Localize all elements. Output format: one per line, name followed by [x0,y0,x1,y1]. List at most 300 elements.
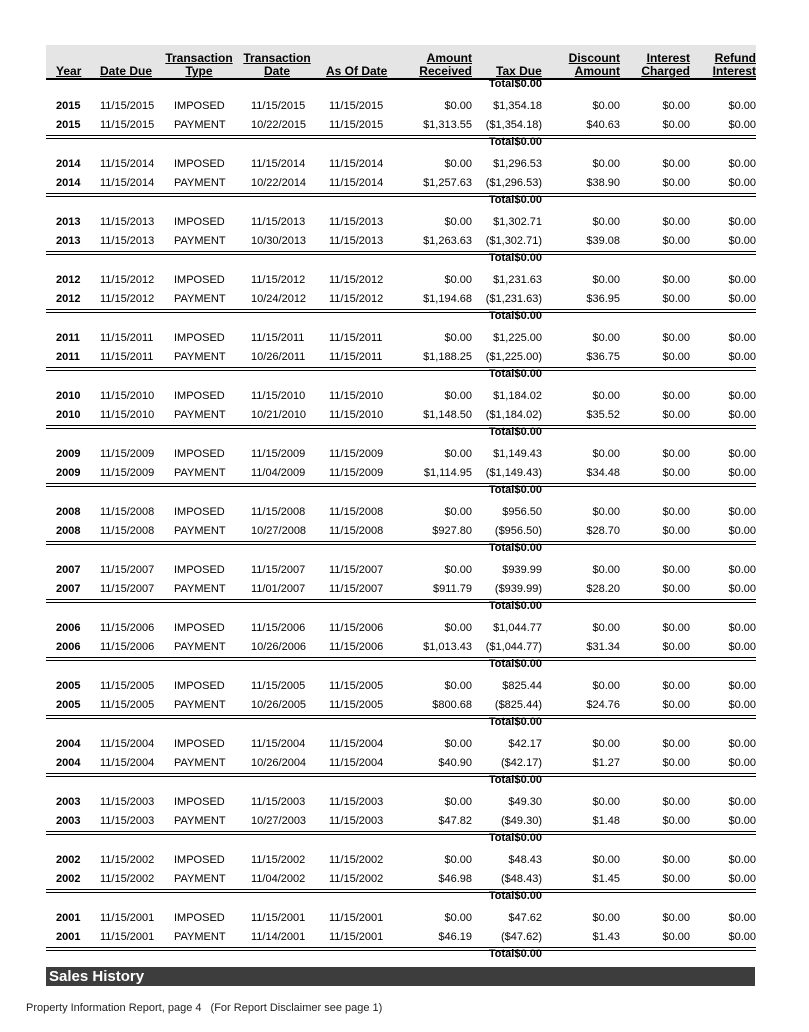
total-value: $0.00 [514,194,542,206]
cell-asof: 11/15/2006 [329,641,384,653]
cell-tax: ($939.99) [494,583,542,595]
footer-page-text: Property Information Report, page 4 [26,1002,202,1014]
cell-tax: ($49.30) [501,815,542,827]
cell-discount: $0.00 [592,796,620,808]
cell-tdate: 10/24/2012 [251,293,307,305]
cell-discount: $28.70 [586,525,620,537]
total-value: $0.00 [514,310,542,322]
cell-refund: $0.00 [728,351,756,363]
cell-type: IMPOSED [174,390,225,402]
cell-asof: 11/15/2014 [329,177,384,189]
header-date-due: Date Due [100,64,153,78]
cell-tdate: 10/27/2008 [251,525,307,537]
table-row [46,99,756,113]
cell-date-due: 11/15/2012 [100,293,155,305]
cell-year: 2008 [56,506,81,518]
cell-refund: $0.00 [728,912,756,924]
year-group [46,716,756,786]
cell-received: $1,194.68 [423,293,472,305]
cell-type: PAYMENT [174,757,226,769]
cell-refund: $0.00 [728,931,756,943]
cell-tax: $49.30 [508,796,542,808]
cell-tdate: 11/04/2002 [251,873,306,885]
cell-type: PAYMENT [174,583,226,595]
cell-type: PAYMENT [174,293,226,305]
cell-received: $800.68 [432,699,472,711]
year-group [46,658,756,728]
cell-refund: $0.00 [728,641,756,653]
cell-discount: $0.00 [592,216,620,228]
table-row [46,698,756,712]
cell-date-due: 11/15/2015 [100,119,155,131]
cell-refund: $0.00 [728,873,756,885]
cell-year: 2005 [56,680,81,692]
cell-refund: $0.00 [728,448,756,460]
table-row [46,350,756,364]
cell-tax: ($1,044.77) [485,641,542,653]
cell-discount: $34.48 [586,467,620,479]
cell-received: $1,013.43 [423,641,472,653]
cell-year: 2004 [56,738,81,750]
cell-received: $1,114.95 [423,467,472,479]
total-value: $0.00 [514,890,542,902]
cell-year: 2008 [56,525,81,537]
cell-date-due: 11/15/2007 [100,583,155,595]
table-row [46,176,756,190]
header-discount-amount-line2: Amount [574,64,620,78]
table-row [46,408,756,422]
cell-tdate: 10/26/2005 [251,699,307,711]
table-row [46,795,756,809]
cell-interest: $0.00 [662,854,690,866]
cell-interest: $0.00 [662,699,690,711]
cell-date-due: 11/15/2015 [100,100,155,112]
cell-date-due: 11/15/2013 [100,216,155,228]
cell-tax: $48.43 [508,854,542,866]
cell-tdate: 10/21/2010 [251,409,307,421]
cell-discount: $40.63 [586,119,620,131]
total-label: Total: [488,658,518,670]
table-row [46,389,756,403]
cell-type: PAYMENT [174,177,226,189]
cell-asof: 11/15/2014 [329,158,384,170]
cell-received: $1,313.55 [423,119,472,131]
cell-year: 2007 [56,564,81,576]
cell-discount: $0.00 [592,506,620,518]
cell-date-due: 11/15/2004 [100,738,155,750]
cell-interest: $0.00 [662,448,690,460]
cell-interest: $0.00 [662,235,690,247]
cell-interest: $0.00 [662,467,690,479]
section-header-sales-history [46,967,755,986]
cell-received: $0.00 [444,622,472,634]
header-amount-received-line2: Received [419,64,472,78]
cell-year: 2012 [56,293,81,305]
table-row [46,292,756,306]
cell-tax: $939.99 [502,564,542,576]
cell-refund: $0.00 [728,854,756,866]
cell-date-due: 11/15/2005 [100,699,155,711]
cell-interest: $0.00 [662,119,690,131]
total-label: Total: [488,774,518,786]
cell-date-due: 11/15/2002 [100,854,155,866]
cell-interest: $0.00 [662,583,690,595]
total-value: $0.00 [514,426,542,438]
header-transaction-type-line1: Transaction [165,51,233,65]
cell-discount: $0.00 [592,854,620,866]
cell-year: 2005 [56,699,81,711]
header-discount-amount-line1: Discount [568,51,620,65]
cell-tdate: 11/15/2001 [251,912,306,924]
cell-asof: 11/15/2007 [329,564,384,576]
cell-date-due: 11/15/2009 [100,448,155,460]
cell-tdate: 11/15/2013 [251,216,306,228]
header-transaction-date-line2: Date [263,64,290,78]
cell-type: IMPOSED [174,796,225,808]
total-value: $0.00 [514,78,542,90]
cell-discount: $0.00 [592,680,620,692]
total-label: Total: [488,832,518,844]
cell-asof: 11/15/2002 [329,854,384,866]
cell-year: 2004 [56,757,81,769]
cell-tdate: 11/15/2006 [251,622,306,634]
cell-type: PAYMENT [174,119,226,131]
cell-tax: ($42.17) [501,757,542,769]
cell-asof: 11/15/2007 [329,583,384,595]
cell-year: 2003 [56,815,81,827]
year-group [46,368,756,438]
cell-discount: $35.52 [586,409,620,421]
cell-refund: $0.00 [728,119,756,131]
cell-tdate: 10/30/2013 [251,235,307,247]
table-row [46,679,756,693]
cell-asof: 11/15/2009 [329,448,384,460]
cell-interest: $0.00 [662,390,690,402]
cell-interest: $0.00 [662,274,690,286]
cell-refund: $0.00 [728,235,756,247]
cell-year: 2013 [56,235,81,247]
cell-tdate: 11/01/2007 [251,583,306,595]
cell-discount: $0.00 [592,158,620,170]
total-label: Total: [488,310,518,322]
cell-received: $0.00 [444,158,472,170]
cell-discount: $0.00 [592,622,620,634]
cell-type: IMPOSED [174,100,225,112]
cell-date-due: 11/15/2003 [100,796,155,808]
cell-date-due: 11/15/2008 [100,506,155,518]
cell-date-due: 11/15/2006 [100,622,155,634]
cell-type: PAYMENT [174,467,226,479]
cell-interest: $0.00 [662,757,690,769]
cell-year: 2015 [56,119,81,131]
cell-tax: ($47.62) [501,931,542,943]
cell-asof: 11/15/2015 [329,100,384,112]
cell-tdate: 11/15/2007 [251,564,306,576]
cell-tdate: 10/26/2011 [251,351,306,363]
cell-tax: $42.17 [508,738,542,750]
cell-received: $0.00 [444,680,472,692]
table-row [46,331,756,345]
cell-type: PAYMENT [174,235,226,247]
header-interest-charged-line1: Interest [646,51,690,65]
cell-year: 2015 [56,100,81,112]
cell-discount: $1.43 [592,931,620,943]
cell-interest: $0.00 [662,641,690,653]
cell-type: PAYMENT [174,409,226,421]
table-row [46,215,756,229]
cell-refund: $0.00 [728,738,756,750]
cell-discount: $1.45 [592,873,620,885]
cell-type: PAYMENT [174,351,226,363]
total-label: Total: [488,136,518,148]
cell-date-due: 11/15/2004 [100,757,155,769]
cell-date-due: 11/15/2006 [100,641,155,653]
cell-refund: $0.00 [728,525,756,537]
cell-asof: 11/15/2010 [329,390,384,402]
table-row [46,640,756,654]
cell-year: 2014 [56,177,81,189]
cell-type: PAYMENT [174,815,226,827]
cell-received: $0.00 [444,506,472,518]
cell-refund: $0.00 [728,332,756,344]
year-group [46,194,756,264]
section-title: Sales History [49,968,145,985]
cell-interest: $0.00 [662,738,690,750]
cell-tdate: 11/15/2014 [251,158,306,170]
cell-year: 2002 [56,873,81,885]
cell-tax: $1,302.71 [493,216,542,228]
cell-discount: $0.00 [592,100,620,112]
cell-date-due: 11/15/2008 [100,525,155,537]
cell-year: 2012 [56,274,81,286]
year-group [46,252,756,322]
header-transaction-date-line1: Transaction [243,51,311,65]
cell-refund: $0.00 [728,757,756,769]
cell-interest: $0.00 [662,216,690,228]
cell-tdate: 11/04/2009 [251,467,306,479]
cell-interest: $0.00 [662,177,690,189]
cell-asof: 11/15/2012 [329,274,384,286]
cell-received: $0.00 [444,274,472,286]
cell-asof: 11/15/2006 [329,622,384,634]
header-refund-interest [686,52,756,78]
cell-asof: 11/15/2013 [329,216,384,228]
cell-interest: $0.00 [662,931,690,943]
cell-discount: $28.20 [586,583,620,595]
cell-received: $0.00 [444,738,472,750]
cell-type: IMPOSED [174,274,225,286]
cell-discount: $0.00 [592,738,620,750]
year-groups [46,78,756,960]
cell-year: 2010 [56,390,81,402]
cell-date-due: 11/15/2003 [100,815,155,827]
cell-date-due: 11/15/2001 [100,931,155,943]
year-group [46,774,756,844]
year-group [46,542,756,612]
table-row [46,273,756,287]
table-row [46,621,756,635]
total-value: $0.00 [514,948,542,960]
cell-date-due: 11/15/2001 [100,912,155,924]
cell-year: 2011 [56,351,80,363]
header-year: Year [56,64,82,78]
cell-type: IMPOSED [174,158,225,170]
cell-received: $0.00 [444,390,472,402]
cell-tax: ($1,231.63) [485,293,542,305]
cell-refund: $0.00 [728,158,756,170]
year-group [46,600,756,670]
cell-refund: $0.00 [728,100,756,112]
cell-date-due: 11/15/2011 [100,332,154,344]
table-row [46,911,756,925]
cell-asof: 11/15/2004 [329,738,384,750]
cell-year: 2006 [56,622,81,634]
cell-interest: $0.00 [662,564,690,576]
cell-tax: ($48.43) [501,873,542,885]
cell-interest: $0.00 [662,912,690,924]
cell-refund: $0.00 [728,409,756,421]
cell-refund: $0.00 [728,583,756,595]
header-amount-received [402,52,472,78]
total-label: Total: [488,948,518,960]
cell-tax: $956.50 [502,506,542,518]
cell-asof: 11/15/2002 [329,873,384,885]
cell-discount: $1.48 [592,815,620,827]
cell-received: $46.19 [438,931,472,943]
cell-asof: 11/15/2011 [329,332,383,344]
cell-date-due: 11/15/2013 [100,235,155,247]
header-tax-due: Tax Due [496,64,542,78]
cell-year: 2006 [56,641,81,653]
cell-tdate: 11/15/2012 [251,274,306,286]
cell-refund: $0.00 [728,680,756,692]
cell-year: 2003 [56,796,81,808]
cell-type: IMPOSED [174,622,225,634]
cell-type: IMPOSED [174,680,225,692]
cell-discount: $36.95 [586,293,620,305]
cell-year: 2009 [56,467,81,479]
total-label: Total: [488,600,518,612]
cell-date-due: 11/15/2010 [100,409,155,421]
cell-interest: $0.00 [662,158,690,170]
cell-received: $0.00 [444,332,472,344]
cell-refund: $0.00 [728,293,756,305]
total-label: Total: [488,542,518,554]
cell-tdate: 10/26/2004 [251,757,307,769]
table-row [46,582,756,596]
cell-discount: $31.34 [586,641,620,653]
cell-refund: $0.00 [728,815,756,827]
cell-date-due: 11/15/2014 [100,177,155,189]
cell-interest: $0.00 [662,409,690,421]
cell-year: 2013 [56,216,81,228]
cell-received: $911.79 [433,583,472,595]
total-label: Total: [488,194,518,206]
total-label: Total: [488,368,518,380]
cell-date-due: 11/15/2005 [100,680,155,692]
cell-interest: $0.00 [662,506,690,518]
cell-tdate: 11/15/2009 [251,448,306,460]
cell-asof: 11/15/2005 [329,699,384,711]
cell-received: $0.00 [444,100,472,112]
cell-refund: $0.00 [728,216,756,228]
year-group [46,890,756,960]
year-group [46,78,756,148]
cell-received: $0.00 [444,796,472,808]
table-row [46,157,756,171]
cell-date-due: 11/15/2012 [100,274,155,286]
total-value: $0.00 [514,542,542,554]
cell-tdate: 11/15/2004 [251,738,306,750]
cell-discount: $38.90 [586,177,620,189]
cell-tdate: 11/15/2005 [251,680,306,692]
cell-tdate: 11/15/2002 [251,854,306,866]
cell-asof: 11/15/2001 [329,931,384,943]
total-label: Total: [488,252,518,264]
year-group [46,310,756,380]
cell-year: 2002 [56,854,81,866]
cell-interest: $0.00 [662,680,690,692]
cell-refund: $0.00 [728,622,756,634]
table-row [46,563,756,577]
cell-asof: 11/15/2003 [329,815,384,827]
cell-type: PAYMENT [174,641,226,653]
cell-discount: $1.27 [592,757,620,769]
total-value: $0.00 [514,658,542,670]
cell-refund: $0.00 [728,506,756,518]
cell-received: $927.80 [432,525,472,537]
cell-interest: $0.00 [662,100,690,112]
cell-interest: $0.00 [662,815,690,827]
cell-interest: $0.00 [662,293,690,305]
year-group [46,484,756,554]
cell-type: PAYMENT [174,931,226,943]
cell-asof: 11/15/2003 [329,796,384,808]
cell-tdate: 11/15/2011 [251,332,305,344]
cell-tax: $1,149.43 [493,448,542,460]
table-row [46,814,756,828]
table-row [46,872,756,886]
cell-asof: 11/15/2004 [329,757,384,769]
cell-year: 2011 [56,332,80,344]
table-row [46,737,756,751]
cell-tax: $1,354.18 [493,100,542,112]
total-value: $0.00 [514,774,542,786]
cell-tdate: 11/15/2010 [251,390,306,402]
cell-date-due: 11/15/2007 [100,564,155,576]
header-amount-received-line1: Amount [426,51,472,65]
header-refund-interest-line1: Refund [714,51,756,65]
cell-received: $0.00 [444,564,472,576]
cell-year: 2001 [56,912,81,924]
cell-tax: ($1,149.43) [485,467,542,479]
footer-disclaimer-text: (For Report Disclaimer see page 1) [210,1002,383,1014]
table-row [46,505,756,519]
cell-tax: $1,225.00 [493,332,542,344]
cell-refund: $0.00 [728,699,756,711]
cell-tdate: 11/14/2001 [251,931,306,943]
cell-received: $1,257.63 [423,177,472,189]
cell-interest: $0.00 [662,525,690,537]
cell-asof: 11/15/2010 [329,409,384,421]
cell-date-due: 11/15/2014 [100,158,155,170]
total-value: $0.00 [514,484,542,496]
total-value: $0.00 [514,368,542,380]
total-value: $0.00 [514,252,542,264]
cell-received: $1,188.25 [423,351,472,363]
cell-refund: $0.00 [728,390,756,402]
cell-tax: ($825.44) [494,699,542,711]
